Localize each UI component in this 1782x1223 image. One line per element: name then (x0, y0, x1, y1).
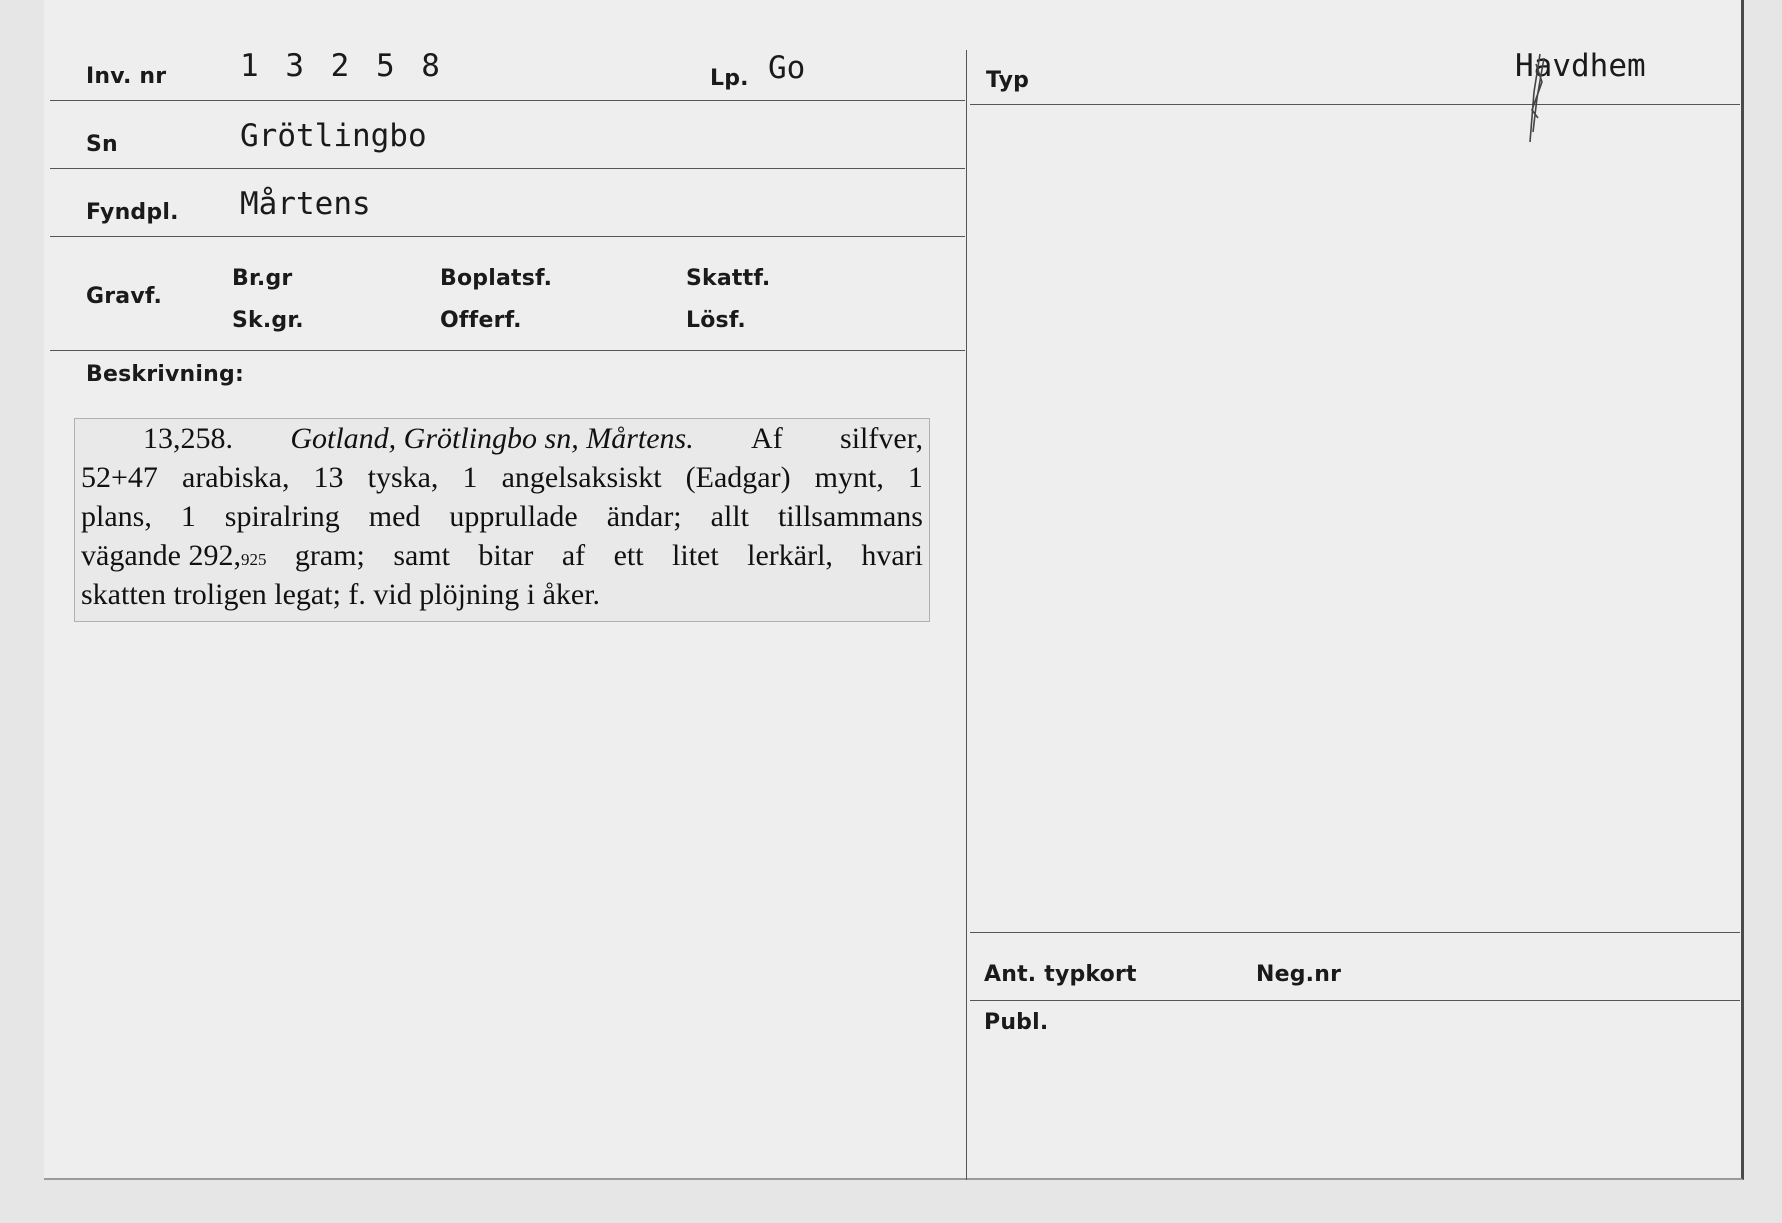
sn-value: Grötlingbo (240, 118, 427, 154)
rule-gravf (50, 350, 965, 351)
fyndpl-label: Fyndpl. (86, 200, 179, 225)
inv-nr-label: Inv. nr (86, 64, 167, 89)
option-boplatsf: Boplatsf. (440, 266, 553, 291)
rule-typ (970, 104, 1740, 105)
sn-label: Sn (86, 132, 118, 157)
lp-value: Go (768, 50, 806, 86)
option-offerf: Offerf. (440, 308, 522, 333)
find-place-text: Gotland, Grötlingbo sn, Mårtens. (290, 422, 694, 455)
inv-nr-value: 1 3 2 5 8 (240, 48, 444, 84)
description-line-4: vägande 292,925 gram; samt bitar af ett litet lerkärl, hvari (81, 539, 923, 572)
rule-inv (50, 100, 965, 101)
description-line-5: skatten troligen legat; f. vid plöjning i åker. (81, 578, 601, 611)
gravf-label: Gravf. (86, 284, 163, 309)
rule-publ (970, 1000, 1740, 1001)
fyndpl-value: Mårtens (240, 186, 371, 222)
option-sk-gr: Sk.gr. (232, 308, 304, 333)
lp-label: Lp. (710, 66, 749, 91)
typ-label: Typ (986, 68, 1030, 93)
pencil-mark-icon (1518, 52, 1558, 147)
description-line-3: plans, 1 spiralring med upprullade ändar; allt tillsammans (81, 500, 923, 533)
rule-fyndpl (50, 236, 965, 237)
option-losf: Lösf. (686, 308, 746, 333)
rule-sn (50, 168, 965, 169)
catalog-number: 13,258. (143, 422, 233, 455)
typ-value: Havdhem (1515, 48, 1646, 84)
description-line-1: 13,258. Gotland, Grötlingbo sn, Mårtens. Af silfver, (81, 419, 923, 458)
publ-label: Publ. (984, 1010, 1049, 1035)
description-line-2: 52+47 arabiska, 13 tyska, 1 angelsaksiskt (Eadgar) mynt, 1 (81, 461, 923, 494)
column-divider (966, 50, 967, 1180)
rule-ant-typkort (970, 932, 1740, 933)
neg-nr-label: Neg.nr (1256, 962, 1342, 987)
option-skattf: Skattf. (686, 266, 771, 291)
description-clipping (74, 418, 930, 622)
option-br-gr: Br.gr (232, 266, 293, 291)
ant-typkort-label: Ant. typkort (984, 962, 1137, 987)
beskrivning-label: Beskrivning: (86, 362, 244, 387)
